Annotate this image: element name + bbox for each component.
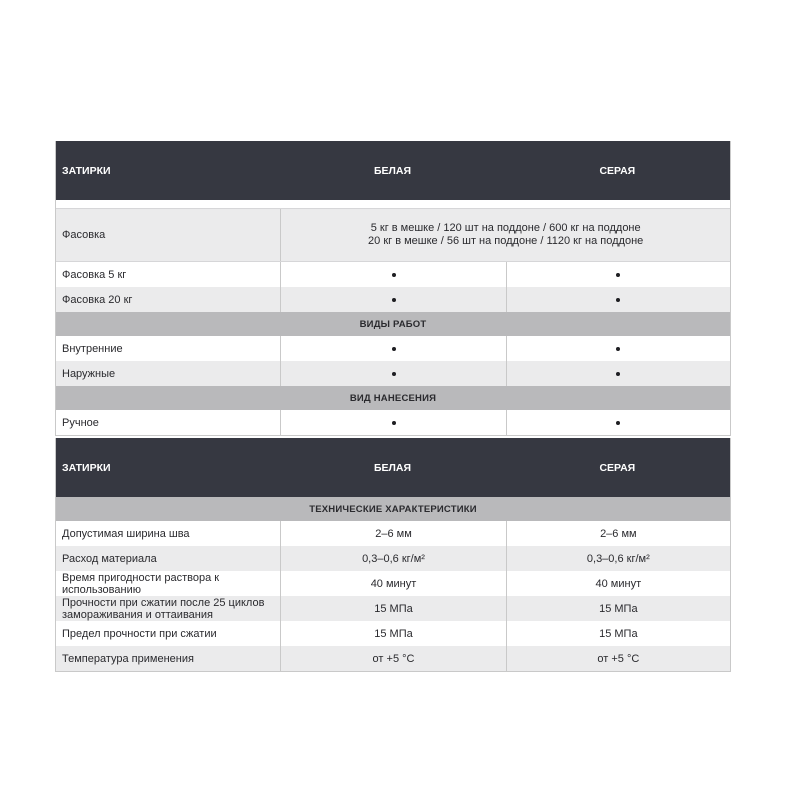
table-row [56, 287, 730, 312]
bullet-icon [616, 347, 620, 351]
grey-value: 15 МПа [506, 621, 730, 646]
section-application-type: ВИД НАНЕСЕНИЯ [56, 386, 730, 410]
header-grout: ЗАТИРКИ [62, 164, 111, 177]
header-grey: СЕРАЯ [599, 164, 636, 177]
bullet-icon [616, 273, 620, 277]
grey-value: 0,3–0,6 кг/м² [506, 546, 730, 571]
header-white: БЕЛАЯ [373, 164, 412, 177]
grey-value: 2–6 мм [506, 521, 730, 546]
row-label: Ручное [62, 416, 99, 429]
table-row [56, 261, 730, 287]
row-label: Температура применения [62, 652, 194, 665]
bullet-icon [392, 421, 396, 425]
header-grout: ЗАТИРКИ [62, 461, 111, 474]
bullet-icon [616, 298, 620, 302]
white-value: от +5 °С [280, 646, 505, 671]
packaging-line-1: 5 кг в мешке / 120 шт на поддоне / 600 кг на поддоне [370, 222, 641, 234]
row-label: Время пригодности раствора к использованию [62, 571, 220, 596]
header-grey: СЕРАЯ [599, 461, 636, 474]
row-label: Фасовка [62, 229, 106, 241]
grey-value: 15 МПа [506, 596, 730, 621]
white-value: 0,3–0,6 кг/м² [280, 546, 505, 571]
row-label: Наружные [62, 367, 116, 380]
bullet-icon [392, 298, 396, 302]
spacer [56, 200, 730, 208]
table-row [56, 646, 730, 671]
grey-value: от +5 °С [506, 646, 730, 671]
table-row [56, 571, 730, 596]
bullet-icon [392, 372, 396, 376]
row-label: Предел прочности при сжатии [62, 627, 217, 640]
table-row-packaging [56, 208, 730, 261]
bullet-icon [616, 372, 620, 376]
packaging-details [280, 209, 730, 261]
row-label: Фасовка 5 кг [62, 268, 127, 281]
bullet-icon [392, 273, 396, 277]
header-white: БЕЛАЯ [373, 461, 412, 474]
row-label: Расход материала [62, 552, 157, 565]
table-header [56, 141, 730, 200]
table-header [56, 438, 730, 497]
table-row [56, 546, 730, 571]
section-work-types: ВИДЫ РАБОТ [56, 312, 730, 336]
table-row [56, 361, 730, 386]
row-label: Фасовка 20 кг [62, 293, 133, 306]
white-value: 2–6 мм [280, 521, 505, 546]
table-row [56, 621, 730, 646]
bullet-icon [616, 421, 620, 425]
grout-table-specs [55, 438, 731, 672]
table-row [56, 521, 730, 546]
white-value: 40 минут [280, 571, 505, 596]
row-label: Внутренние [62, 342, 123, 355]
packaging-line-2: 20 кг в мешке / 56 шт на поддоне / 1120 кг на поддоне [368, 235, 644, 247]
grey-value: 40 минут [506, 571, 730, 596]
table-row [56, 336, 730, 361]
white-value: 15 МПа [280, 621, 505, 646]
table-row [56, 596, 730, 621]
row-label: Допустимая ширина шва [62, 527, 190, 540]
grout-table-packaging [55, 141, 731, 436]
white-value: 15 МПа [280, 596, 505, 621]
section-technical-specs: ТЕХНИЧЕСКИЕ ХАРАКТЕРИСТИКИ [56, 497, 730, 521]
table-row [56, 410, 730, 435]
bullet-icon [392, 347, 396, 351]
row-label: Прочности при сжатии после 25 циклов замораживания и оттаивания [62, 596, 265, 621]
